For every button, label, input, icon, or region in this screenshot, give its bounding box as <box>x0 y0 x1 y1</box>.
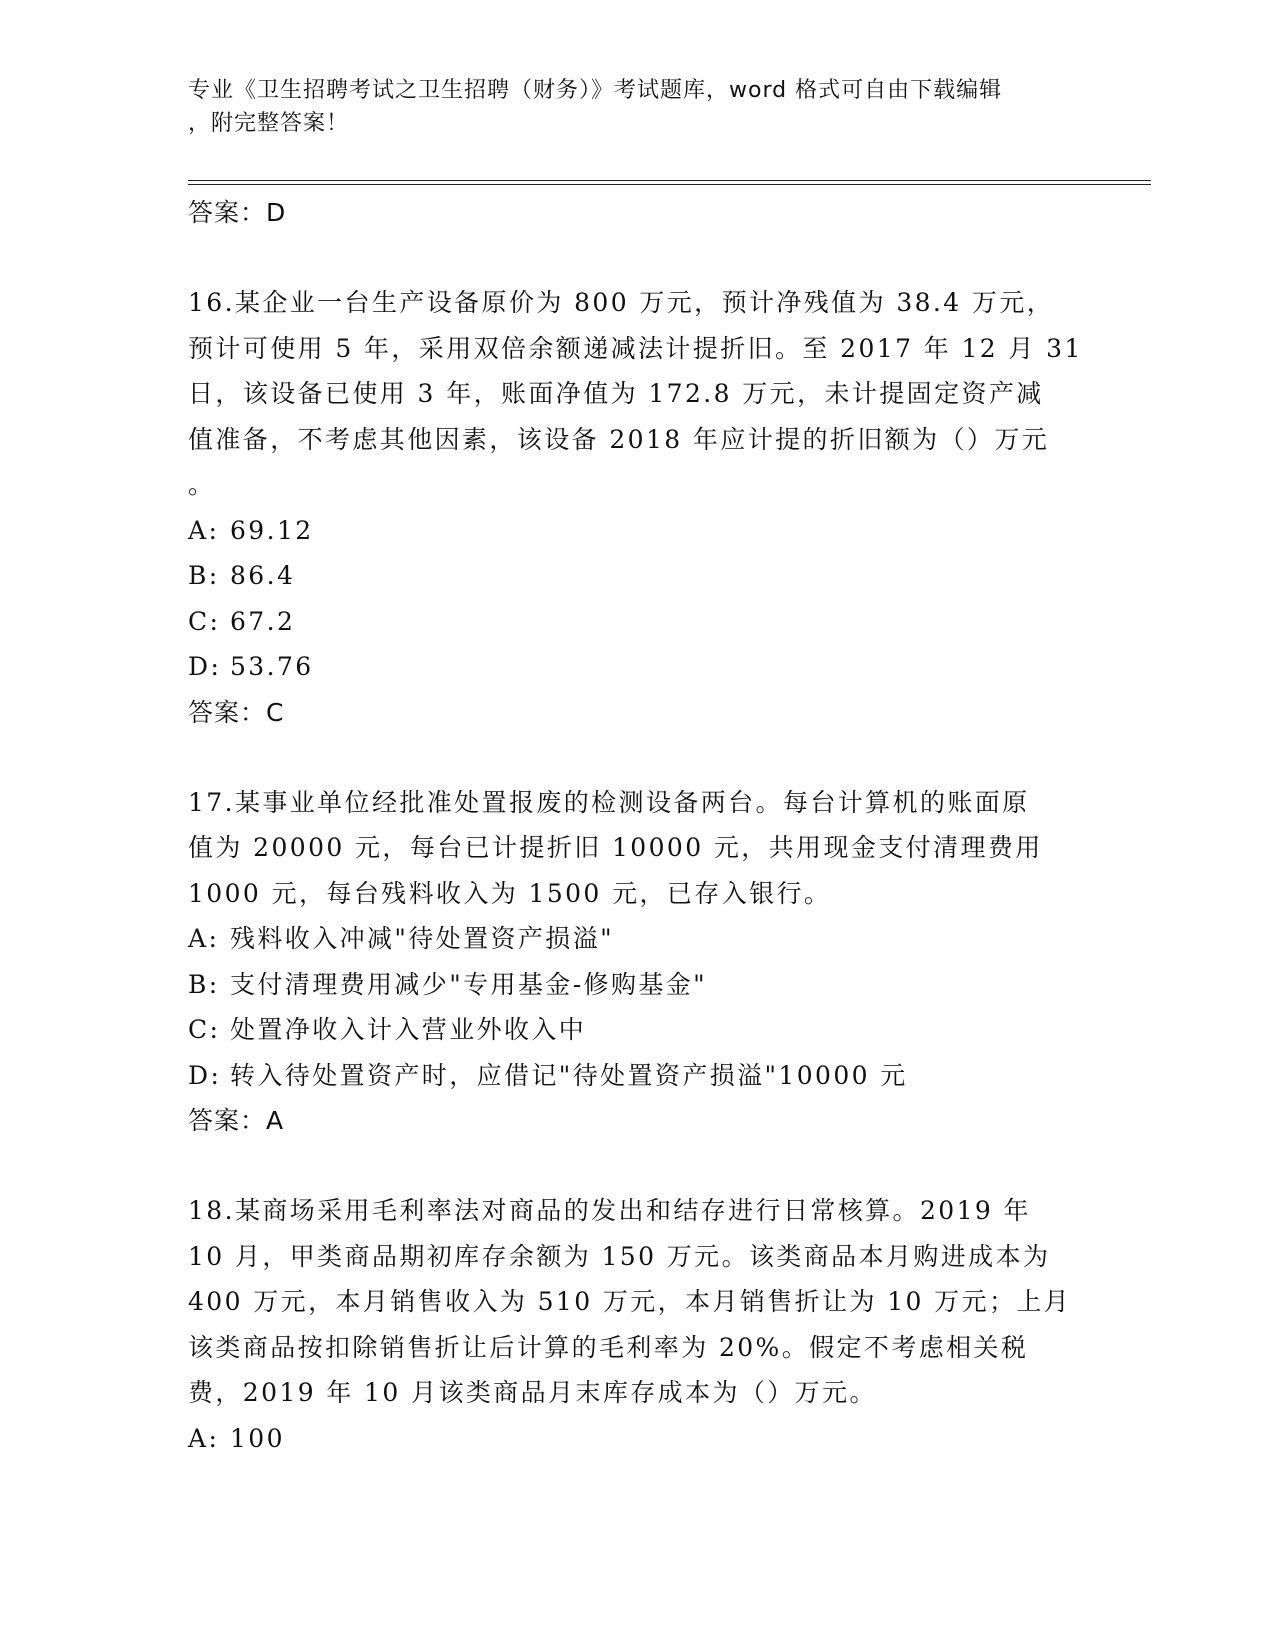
option-a <box>188 916 1088 962</box>
question-text-line: 17.某事业单位经批准处置报废的检测设备两台。每台计算机的账面原 <box>188 787 1030 817</box>
option-text: 支付清理费用减少"专用基金-修购基金" <box>230 969 708 999</box>
option-letter: D: <box>188 1060 222 1090</box>
option-letter: C: <box>188 1015 221 1044</box>
question-16 <box>188 280 1088 735</box>
header-divider <box>188 180 1151 181</box>
option-text: 67.2 <box>230 606 296 636</box>
option-text: 转入待处置资产时，应借记"待处置资产损溢"10000 元 <box>230 1060 908 1090</box>
option-b <box>188 962 1088 1008</box>
question-text-line: 值为 20000 元，每台已计提折旧 10000 元，共用现金支付清理费用 <box>188 833 1043 862</box>
option-letter: A: <box>188 515 220 545</box>
question-18 <box>188 1188 1088 1461</box>
option-letter: A: <box>188 924 220 953</box>
option-c <box>188 1007 1088 1053</box>
header-line: 专业《卫生招聘考试之卫生招聘（财务）》考试题库，word 格式可自由下载编辑 <box>188 78 1003 103</box>
option-text: 100 <box>230 1423 285 1453</box>
page-header <box>188 74 1088 140</box>
question-text-line: 该类商品按扣除销售折让后计算的毛利率为 20%。假定不考虑相关税 <box>188 1332 1029 1362</box>
spacer <box>188 1143 1088 1188</box>
option-text: 处置净收入计入营业外收入中 <box>230 1015 587 1044</box>
question-text-line: 。 <box>188 470 216 499</box>
question-text-line: 10 月，甲类商品期初库存余额为 150 万元。该类商品本月购进成本为 <box>188 1241 1051 1271</box>
option-letter: B: <box>188 561 220 590</box>
header-divider <box>188 184 1151 185</box>
question-text-line: 16.某企业一台生产设备原价为 800 万元，预计净残值为 38.4 万元， <box>188 288 1055 317</box>
option-letter: A: <box>188 1423 220 1453</box>
option-text: 残料收入冲减"待处置资产损溢" <box>230 924 614 953</box>
question-text-line: 费，2019 年 10 月该类商品月末库存成本为（）万元。 <box>188 1378 877 1407</box>
question-17 <box>188 780 1088 1144</box>
option-letter: D: <box>188 652 222 681</box>
question-text-line: 1000 元，每台残料收入为 1500 元，已存入银行。 <box>188 878 832 908</box>
question-text-line: 预计可使用 5 年，采用双倍余额递减法计提折旧。至 2017 年 12 月 31 <box>188 333 1083 363</box>
option-d <box>188 1053 1088 1099</box>
answer-line: 答案：A <box>188 1106 285 1135</box>
question-content <box>188 190 1088 1461</box>
answer-line: 答案：C <box>188 697 285 727</box>
question-text-line: 400 万元，本月销售收入为 510 万元，本月销售折让为 10 万元；上月 <box>188 1287 1072 1316</box>
option-text: 86.4 <box>230 561 296 590</box>
spacer <box>188 235 1088 280</box>
question-text-line: 值准备，不考虑其他因素，该设备 2018 年应计提的折旧额为（）万元 <box>188 424 1050 454</box>
question-text-line: 18.某商场采用毛利率法对商品的发出和结存进行日常核算。2019 年 <box>188 1196 1031 1225</box>
option-text: 53.76 <box>230 652 314 681</box>
header-line: ，附完整答案！ <box>188 111 350 136</box>
option-c <box>188 599 1088 645</box>
option-a <box>188 508 1088 554</box>
spacer <box>188 735 1088 780</box>
option-letter: C: <box>188 606 221 636</box>
option-b <box>188 553 1088 599</box>
option-d <box>188 644 1088 690</box>
answer-line: 答案：D <box>188 198 287 227</box>
option-a <box>188 1416 1088 1462</box>
option-text: 69.12 <box>230 515 314 545</box>
option-letter: B: <box>188 969 220 999</box>
question-text-line: 日，该设备已使用 3 年，账面净值为 172.8 万元，未计提固定资产减 <box>188 379 1044 408</box>
